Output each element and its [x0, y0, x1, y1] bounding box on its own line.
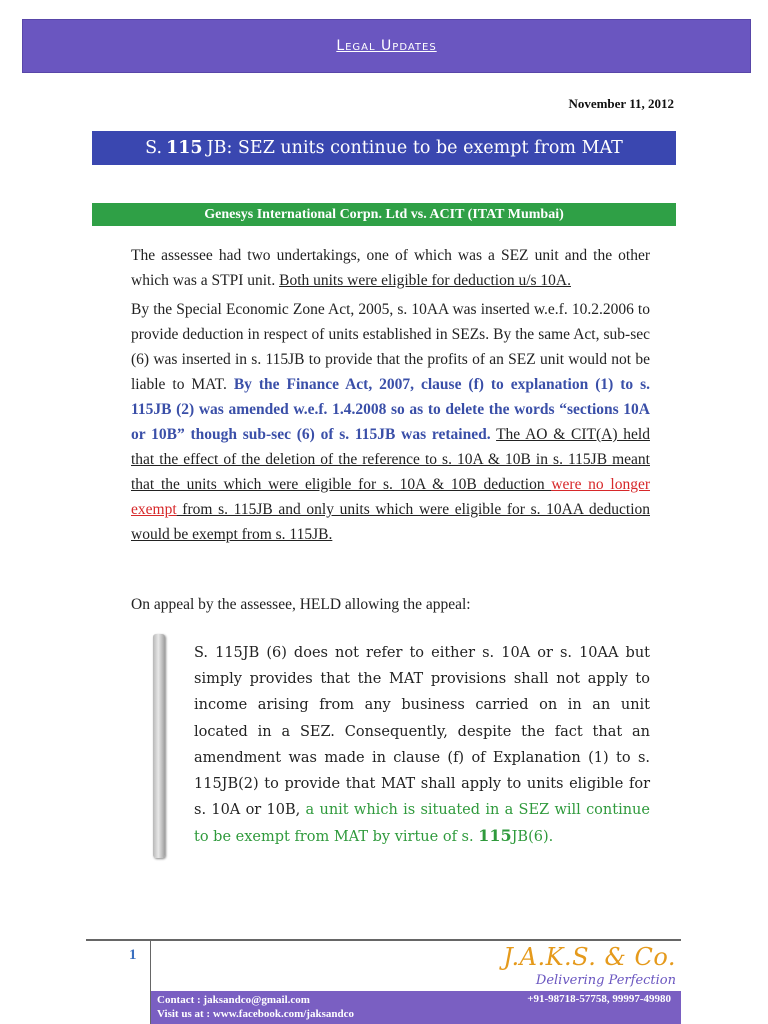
footer-rule	[86, 939, 681, 941]
p2-highlight: By the Finance Act, 2007, clause (f) to explanation (1) to s. 115JB (2) was amended w.e.f. 1.4.2008 so as to delete the words “sections 10A or 10B” though sub-sec (6) of s. 115JB was retained.	[131, 376, 650, 443]
contact-band	[151, 991, 681, 1024]
p2-text: By the Special Economic Zone Act, 2005, s. 10AA was inserted w.e.f. 10.2.2006 to provide deduction in respect of units established in SEZs. By the same Act, sub-sec (6) was inserted in s. 115JB to provide that the profits of an SEZ unit would not be liable to MAT.	[131, 301, 650, 393]
contact-email: Contact : jaksandco@gmail.com	[157, 994, 310, 1006]
contact-facebook: Visit us at : www.facebook.com/jaksandco	[157, 1008, 354, 1020]
case-name: Genesys International Corpn. Ltd vs. ACIT (ITAT Mumbai)	[204, 206, 564, 222]
title-prefix: S.	[145, 138, 163, 158]
paragraph-held: On appeal by the assessee, HELD allowing the appeal:	[131, 596, 471, 613]
title-section: 115	[166, 138, 203, 158]
p2-red-text: were no longer exempt	[131, 476, 651, 518]
p1-underlined: Both units were eligible for deduction u/s 10A.	[279, 272, 571, 289]
p2-underlined-b: from s. 115JB and only units which were eligible for s. 10AA deduction would be exempt from s. 115JB.	[131, 501, 650, 543]
p1-text: The assessee had two undertakings, one of which was a SEZ unit and the other which was a STPI unit.	[131, 247, 650, 289]
case-name-bar	[92, 203, 676, 226]
banner-title: Legal Updates	[336, 38, 437, 54]
publication-date: November 11, 2012	[568, 96, 674, 111]
contact-info	[157, 993, 354, 1021]
title-rest: JB: SEZ units continue to be exempt from MAT	[206, 138, 623, 158]
held-quote	[194, 640, 650, 851]
quote-green-b: JB(6).	[511, 829, 554, 846]
header-banner	[22, 19, 751, 73]
contact-phones: +91-98718-57758, 99997-49980	[527, 993, 671, 1005]
p2-underlined-a: The AO & CIT(A) held that the effect of the deletion of the reference to s. 10A & 10B in s. 115JB meant that the units which were eligible for s. 10A & 10B deduction	[131, 426, 650, 493]
brand-tagline: Delivering Perfection	[535, 973, 676, 988]
article-title	[92, 131, 676, 165]
paragraph-background	[131, 297, 650, 547]
page-number: 1	[129, 947, 137, 963]
quote-sidebar	[153, 634, 165, 858]
quote-green-big: 115	[478, 826, 512, 846]
paragraph-facts	[131, 243, 650, 293]
quote-green-a: a unit which is situated in a SEZ will continue to be exempt from MAT by virtue of s.	[194, 802, 650, 846]
quote-text: S. 115JB (6) does not refer to either s. 10A or s. 10AA but simply provides that the MAT provisions shall not apply to income arising from any business carried on in an unit located in a SEZ. Consequently, despite the fact that an amendment was made in clause (f) of Explanation (1) to s. 115JB(2) to provide that MAT shall apply to units eligible for s. 10A or 10B,	[194, 645, 650, 819]
brand-name: J.A.K.S. & Co.	[503, 943, 676, 971]
